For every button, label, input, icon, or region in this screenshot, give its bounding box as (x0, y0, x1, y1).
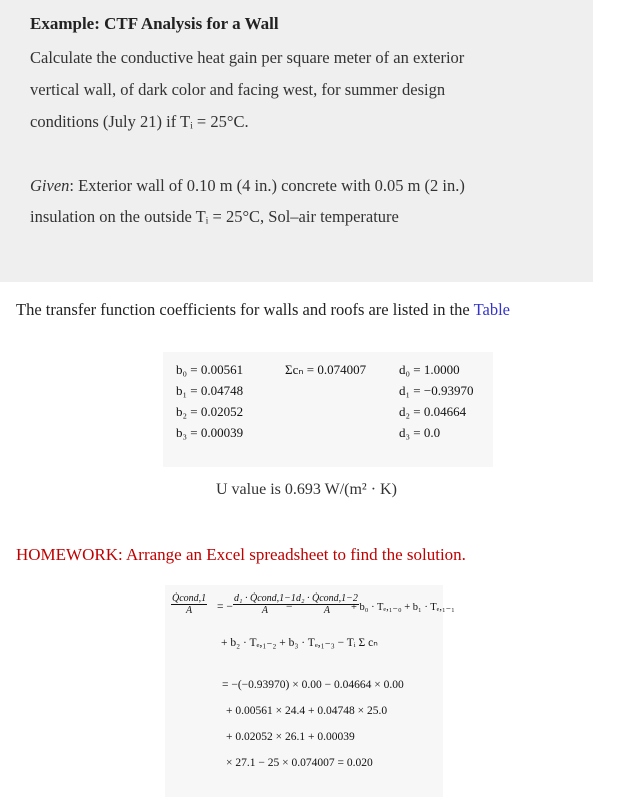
given-label: Given (30, 176, 70, 195)
term2-denominator: A (323, 605, 330, 616)
transfer-sentence: The transfer function coefficients for walls and roofs are listed in the (16, 300, 474, 319)
lhs-numerator: Q̇cond,1 (172, 593, 207, 604)
coef-b3: b₃ = 0.00039 (176, 425, 244, 440)
coef-d2: d₂ = 0.04664 (399, 404, 467, 419)
example-title: Example: CTF Analysis for a Wall (30, 14, 279, 33)
transfer-text (16, 300, 510, 320)
table-link[interactable]: Table (473, 300, 510, 319)
coef-cn-sum: Σcₙ = 0.074007 (285, 362, 367, 377)
example-line-3: conditions (July 21) if Tᵢ = 25°C. (30, 112, 249, 131)
term2-fraction (295, 593, 359, 616)
homework-instruction: HOMEWORK: Arrange an Excel spreadsheet to find the solution. (16, 545, 466, 564)
coef-b2: b₂ = 0.02052 (176, 404, 244, 419)
coef-b1: b₁ = 0.04748 (176, 383, 244, 398)
example-panel (0, 0, 593, 282)
given-line-1 (30, 176, 465, 196)
coef-d0: d₀ = 1.0000 (399, 362, 460, 377)
coefficients-box (163, 352, 493, 467)
term1-denominator: A (261, 605, 268, 616)
equation-line-2: + b₂ · Tₑ,₁₋₂ + b₃ · Tₑ,₁₋₃ − Tᵢ Σ cₙ (221, 637, 378, 649)
divider (0, 282, 617, 290)
example-line-2: vertical wall, of dark color and facing west, for summer design (30, 80, 446, 99)
equation-line-6: × 27.1 − 25 × 0.074007 = 0.020 (226, 757, 373, 769)
equals-minus: = − (217, 601, 233, 613)
equation-line-5: + 0.02052 × 26.1 + 0.00039 (226, 731, 355, 743)
example-line-1: Calculate the conductive heat gain per square meter of an exterior (30, 48, 465, 67)
term2-numerator: d₂ · Q̇cond,1−2 (296, 593, 358, 604)
coef-d1: d₁ = −0.93970 (399, 383, 474, 398)
coef-d3: d₃ = 0.0 (399, 425, 441, 440)
minus-sign: − (286, 601, 293, 613)
equation-line-1-tail: + b₀ · Tₑ,₁₋₀ + b₁ · Tₑ,₁₋₁ (351, 602, 455, 613)
lhs-fraction (171, 593, 207, 616)
given-line-2: insulation on the outside Tᵢ = 25°C, Sol–air temperature (30, 207, 399, 226)
given-text-1: : Exterior wall of 0.10 m (4 in.) concrete with 0.05 m (2 in.) (69, 176, 465, 195)
equation-line-4: + 0.00561 × 24.4 + 0.04748 × 25.0 (226, 705, 388, 717)
lhs-denominator: A (186, 605, 193, 616)
term1-numerator: d₁ · Q̇cond,1−1 (234, 593, 296, 604)
u-value: U value is 0.693 W/(m² · K) (216, 481, 397, 498)
equation-line-3: = −(−0.93970) × 0.00 − 0.04664 × 0.00 (222, 679, 404, 691)
calculation-box (165, 585, 455, 797)
coef-b0: b₀ = 0.00561 (176, 362, 244, 377)
